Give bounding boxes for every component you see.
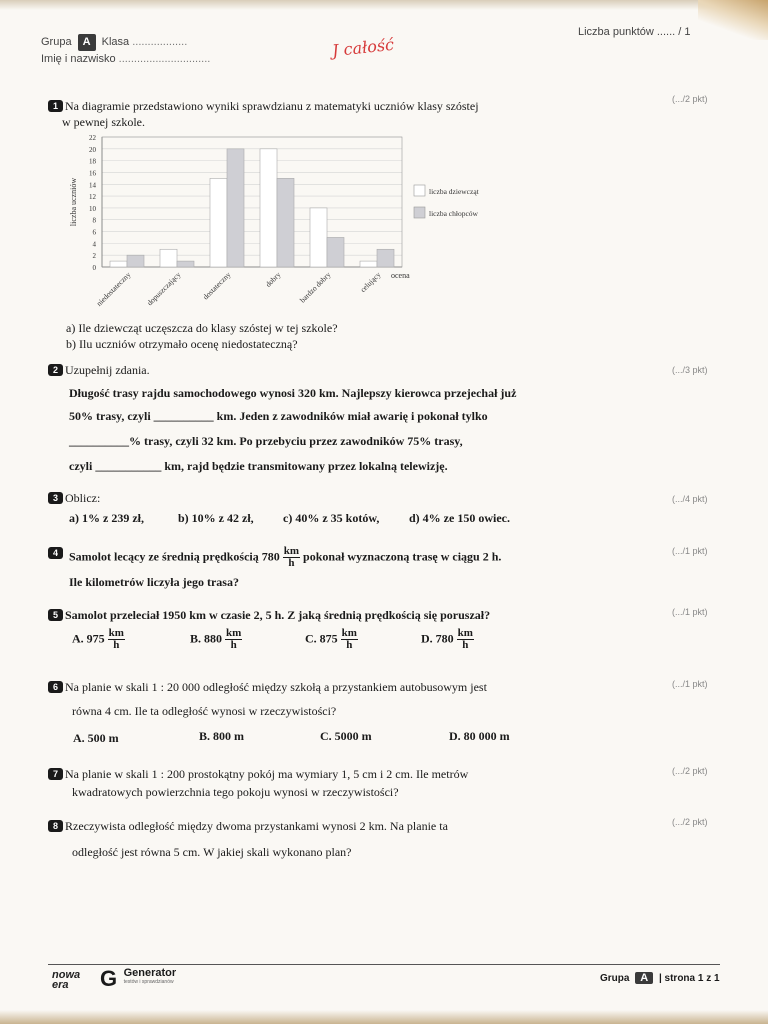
q4-text-post: pokonał wyznaczoną trasę w ciągu 2 h. — [303, 549, 502, 564]
bar — [210, 178, 227, 267]
y-axis-label: liczba uczniów — [69, 177, 78, 227]
question-text-cont: w pewnej szkole. — [62, 115, 145, 129]
bar — [177, 261, 194, 267]
option-label: B. 880 — [190, 631, 223, 646]
y-tick-label: 10 — [89, 204, 96, 213]
y-tick-label: 8 — [92, 216, 96, 225]
question-points: (.../4 pkt) — [672, 494, 708, 504]
unit-fraction — [108, 628, 125, 651]
q7-line-2: kwadratowych powierzchnia tego pokoju wynosi w rzeczywistości? — [72, 785, 399, 799]
chart-grid — [102, 137, 402, 267]
q6-option-b[interactable]: B. 800 m — [199, 729, 244, 743]
unit-num: km — [226, 627, 242, 639]
option-label: A. 975 — [72, 631, 105, 646]
question-points: (.../1 pkt) — [672, 607, 708, 617]
points-total: Liczba punktów ...... / 1 — [578, 26, 691, 38]
bar — [310, 208, 327, 267]
question-number: 5 — [48, 609, 63, 621]
legend-swatch — [414, 207, 425, 218]
question-points: (.../2 pkt) — [672, 766, 708, 776]
question-points: (.../2 pkt) — [672, 94, 708, 104]
q5-option-a[interactable] — [72, 628, 125, 651]
question-7 — [48, 766, 468, 782]
unit-fraction — [457, 628, 474, 651]
y-tick-label: 18 — [89, 157, 96, 166]
unit-den: h — [346, 639, 353, 651]
paper-edge-bottom — [0, 1010, 768, 1024]
header-left — [41, 34, 210, 68]
y-tick-label: 0 — [92, 264, 96, 272]
question-text: Na diagramie przedstawiono wyniki sprawdzianu z matematyki uczniów klasy szóstej — [65, 99, 479, 113]
group-label: Grupa — [41, 36, 72, 48]
q6-line-2: równa 4 cm. Ile ta odległość wynosi w rzeczywistości? — [72, 704, 337, 718]
bar — [327, 237, 344, 267]
chart-x-ticks — [95, 270, 383, 308]
question-6 — [48, 679, 487, 695]
x-tick-label: niedostateczny — [94, 270, 133, 308]
footer-page-info — [600, 972, 720, 984]
q5-option-b[interactable] — [190, 628, 242, 651]
x-tick-label: bardzo dobry — [297, 270, 333, 305]
x-tick-label: dostateczny — [201, 270, 233, 302]
q2-line-3[interactable]: __________% trasy, czyli 32 km. Po przebyciu przez zawodników 75% trasy, — [69, 434, 463, 448]
chart-y-ticks — [89, 134, 97, 272]
question-number: 1 — [48, 100, 63, 112]
unit-num: km — [108, 627, 124, 639]
question-1-parts — [66, 320, 338, 352]
q2-line-2[interactable]: 50% trasy, czyli __________ km. Jeden z zawodników miał awarię i pokonał tylko — [69, 409, 488, 423]
q5-option-c[interactable] — [305, 628, 358, 651]
question-points: (.../3 pkt) — [672, 365, 708, 375]
unit-fraction — [283, 546, 300, 569]
unit-fraction — [341, 628, 358, 651]
plot-frame — [102, 137, 402, 267]
generator-g-icon: G — [100, 966, 118, 991]
group-badge: A — [78, 34, 96, 51]
footer-group-label: Grupa — [600, 973, 630, 984]
q3-b: b) 10% z 42 zł, — [178, 511, 254, 525]
y-tick-label: 12 — [89, 193, 96, 202]
bar — [110, 261, 127, 267]
q4-line-2: Ile kilometrów liczyła jego trasa? — [69, 575, 239, 589]
question-points: (.../1 pkt) — [672, 546, 708, 556]
question-points: (.../1 pkt) — [672, 679, 708, 689]
x-tick-label: celujący — [358, 270, 383, 295]
legend-label: liczba dziewcząt — [429, 187, 479, 196]
question-8 — [48, 818, 448, 834]
class-label: Klasa — [101, 36, 130, 48]
bar — [127, 255, 144, 267]
unit-den: h — [230, 639, 237, 651]
unit-num: km — [283, 545, 300, 557]
q4-text-pre: Samolot lecący ze średnią prędkością 780 — [69, 549, 280, 564]
question-number: 8 — [48, 820, 63, 832]
paper-edge-top — [0, 0, 768, 10]
unit-fraction — [225, 628, 242, 651]
generator-logo — [100, 968, 176, 990]
q2-line-4[interactable]: czyli ___________ km, rajd będzie transmitowany przez lokalną telewizję. — [69, 459, 448, 473]
handwritten-note: J całość — [331, 34, 395, 61]
generator-title: Generator — [123, 967, 177, 979]
x-tick-label: dobry — [263, 270, 283, 289]
q3-a: a) 1% z 239 zł, — [69, 511, 144, 525]
q3-d: d) 4% ze 150 owiec. — [409, 511, 510, 525]
option-label: C. 875 — [305, 631, 338, 646]
question-5 — [48, 607, 490, 623]
question-2 — [48, 362, 150, 378]
legend-swatch — [414, 185, 425, 196]
q5-option-d[interactable] — [421, 628, 474, 651]
bar — [160, 249, 177, 267]
q3-c: c) 40% z 35 kotów, — [283, 511, 380, 525]
bar — [377, 249, 394, 267]
bar — [227, 149, 244, 267]
question-3 — [48, 490, 100, 506]
question-title: Uzupełnij zdania. — [65, 363, 150, 377]
unit-den: h — [462, 639, 469, 651]
q8-line-2: odległość jest równa 5 cm. W jakiej skali wykonano plan? — [72, 845, 352, 859]
question-text: Samolot przeleciał 1950 km w czasie 2, 5 h. Z jaką średnią prędkością się poruszał? — [65, 608, 491, 622]
y-tick-label: 16 — [89, 169, 96, 178]
q2-line-1: Długość trasy rajdu samochodowego wynosi 320 km. Najlepszy kierowca przejechał już — [69, 386, 517, 400]
question-text: Na planie w skali 1 : 200 prostokątny pokój ma wymiary 1, 5 cm i 2 cm. Ile metrów — [65, 767, 469, 781]
unit-den: h — [113, 639, 120, 651]
y-tick-label: 14 — [89, 181, 96, 190]
nowa-era-logo: nowa era — [52, 969, 81, 991]
question-4 — [48, 545, 65, 561]
y-tick-label: 22 — [89, 134, 96, 142]
y-tick-label: 20 — [89, 145, 96, 154]
footer-page-number: | strona 1 z 1 — [658, 973, 720, 984]
x-axis-label: ocena — [391, 271, 410, 280]
chart-legend — [414, 185, 480, 218]
bar — [360, 261, 377, 267]
unit-num: km — [341, 627, 357, 639]
q4-line-1 — [69, 546, 501, 569]
y-tick-label: 2 — [92, 252, 96, 261]
q6-option-c[interactable]: C. 5000 m — [320, 729, 372, 743]
name-label: Imię i nazwisko — [41, 53, 116, 65]
x-tick-label: dopuszczający — [145, 270, 183, 308]
question-title: Oblicz: — [65, 491, 101, 505]
bar — [260, 149, 277, 267]
question-points: (.../2 pkt) — [672, 817, 708, 827]
y-tick-label: 6 — [92, 228, 96, 237]
footer-group-badge: A — [635, 972, 653, 984]
question-text: Na planie w skali 1 : 20 000 odległość między szkołą a przystankiem autobusowym jest — [65, 680, 487, 694]
unit-den: h — [288, 557, 295, 569]
grades-bar-chart — [60, 130, 500, 330]
question-1b: b) Ilu uczniów otrzymało ocenę niedostateczną? — [66, 337, 298, 351]
question-number: 7 — [48, 768, 63, 780]
y-tick-label: 4 — [92, 240, 96, 249]
question-1a: a) Ile dziewcząt uczęszcza do klasy szóstej w tej szkole? — [66, 321, 338, 335]
question-number: 6 — [48, 681, 63, 693]
footer-divider — [48, 964, 720, 965]
question-text: Rzeczywista odległość między dwoma przystankami wynosi 2 km. Na planie ta — [65, 819, 448, 833]
q6-option-a[interactable]: A. 500 m — [73, 731, 119, 745]
name-blank: .............................. — [118, 53, 211, 65]
legend-label: liczba chłopców — [429, 209, 478, 218]
q6-option-d[interactable]: D. 80 000 m — [449, 729, 510, 743]
question-number: 2 — [48, 364, 63, 376]
generator-subtitle: testów i sprawdzianów — [123, 979, 174, 985]
bar — [277, 178, 294, 267]
unit-num: km — [457, 627, 473, 639]
question-number: 3 — [48, 492, 63, 504]
question-number: 4 — [48, 547, 63, 559]
class-blank: .................. — [132, 36, 188, 48]
paper-corner — [698, 0, 768, 40]
question-1 — [48, 98, 479, 130]
option-label: D. 780 — [421, 631, 454, 646]
